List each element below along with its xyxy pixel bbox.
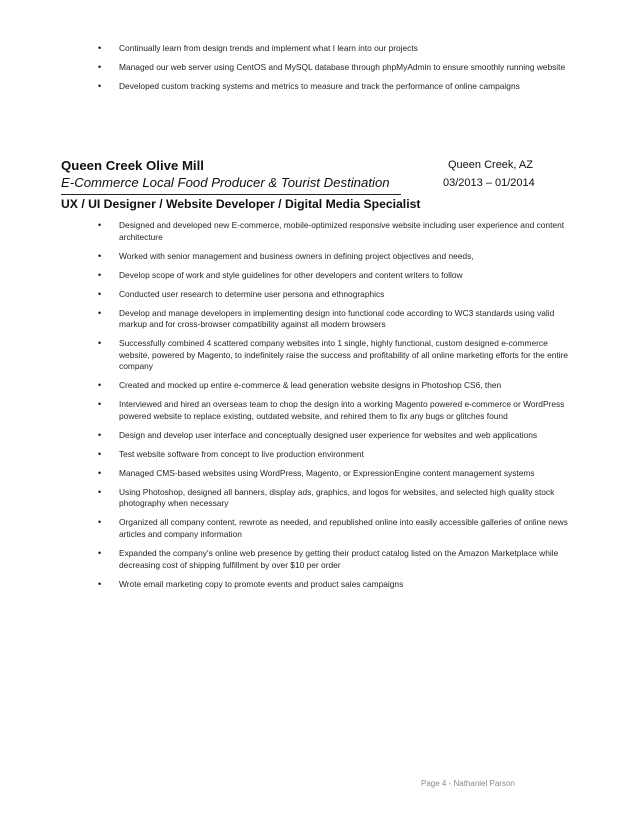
bullet-item [95,308,575,331]
bullet-item [95,270,575,282]
bullet-text: Developed custom tracking systems and metrics to measure and track the performance of online campaigns [119,80,520,91]
bullet-icon: • [98,288,102,299]
bullet-icon: • [98,220,102,230]
bullet-item [95,62,575,74]
bullet-icon: • [98,467,102,478]
bullet-item [95,380,575,392]
company-tagline: E-Commerce Local Food Producer & Tourist Destination [61,175,390,190]
bullet-text: Designed and developed new E-commerce, mobile-optimized responsive website including user experience and content architecture [119,220,565,242]
bullet-item [95,430,575,442]
tagline-underline [61,194,401,195]
employment-dates: 03/2013 – 01/2014 [443,177,535,189]
bullet-text: Successfully combined 4 scattered company websites into 1 single, highly functional, custom designed e-commerce website, powered by Magento, to indefinitely raise the success and profitability of all online marketing efforts for the entire company [119,338,569,372]
bullet-icon: • [98,269,102,280]
bullet-item [95,289,575,301]
job-bullet-list [95,220,575,598]
bullet-text: Design and develop user interface and conceptually designed user experience for websites and web applications [119,429,538,440]
job-role-title: UX / UI Designer / Website Developer / Digital Media Specialist [61,197,421,211]
bullet-text: Conducted user research to determine user persona and ethnographics [119,288,385,299]
bullet-text: Worked with senior management and business owners in defining project objectives and needs, [119,250,474,261]
bullet-item [95,487,575,510]
bullet-icon: • [98,380,102,391]
bullet-icon: • [98,517,102,528]
bullet-icon: • [98,250,102,261]
bullet-text: Managed our web server using CentOS and MySQL database through phpMyAdmin to ensure smoothly running website [119,61,566,72]
bullet-icon: • [98,80,102,91]
bullet-item [95,579,575,591]
job-location: Queen Creek, AZ [448,159,533,171]
bullet-item [95,43,575,55]
bullet-text: Expanded the company's online web presence by getting their product catalog listed on the Amazon Marketplace while decreasing cost of shipping fulfillment by over $10 per order [119,547,559,570]
bullet-text: Wrote email marketing copy to promote events and product sales campaigns [119,578,404,589]
bullet-icon: • [98,61,102,72]
bullet-item [95,251,575,263]
bullet-text: Using Photoshop, designed all banners, display ads, graphics, and logos for websites, and selected high quality stock photography when necessary [119,486,555,509]
bullet-text: Managed CMS-based websites using WordPress, Magento, or ExpressionEngine content management systems [119,467,535,478]
bullet-icon: • [98,399,102,410]
bullet-icon: • [98,429,102,440]
bullet-icon: • [98,547,102,558]
previous-job-bullet-list [95,43,575,100]
bullet-icon: • [98,338,102,349]
bullet-item [95,517,575,540]
bullet-text: Interviewed and hired an overseas team to chop the design into a working Magento powered e-commerce or WordPress powered website to replace existing, outdated website, and rehired them to fix any bugs or glitches found [119,399,565,421]
bullet-text: Test website software from concept to live production environment [119,448,364,459]
bullet-item [95,449,575,461]
bullet-item [95,468,575,480]
bullet-item [95,548,575,571]
bullet-text: Develop scope of work and style guidelines for other developers and content writers to follow [119,269,463,280]
bullet-icon: • [98,578,102,589]
bullet-icon: • [98,486,102,497]
bullet-icon: • [98,307,102,318]
bullet-text: Organized all company content, rewrote as needed, and republished online into easily accessible galleries of online news articles and company information [119,517,568,539]
bullet-item [95,220,575,243]
bullet-text: Continually learn from design trends and implement what I learn into our projects [119,43,418,53]
bullet-item [95,338,575,373]
bullet-icon: • [98,43,102,53]
bullet-item [95,81,575,93]
bullet-text: Develop and manage developers in implementing design into functional code according to WC3 standards using valid markup and for cross-browser compatibility against all modern browsers [119,307,555,330]
company-name: Queen Creek Olive Mill [61,158,204,173]
bullet-text: Created and mocked up entire e-commerce & lead generation website designs in Photoshop CS6, then [119,380,502,391]
bullet-icon: • [98,448,102,459]
bullet-item [95,399,575,422]
page-footer: Page 4 - Nathaniel Parson [421,779,515,788]
